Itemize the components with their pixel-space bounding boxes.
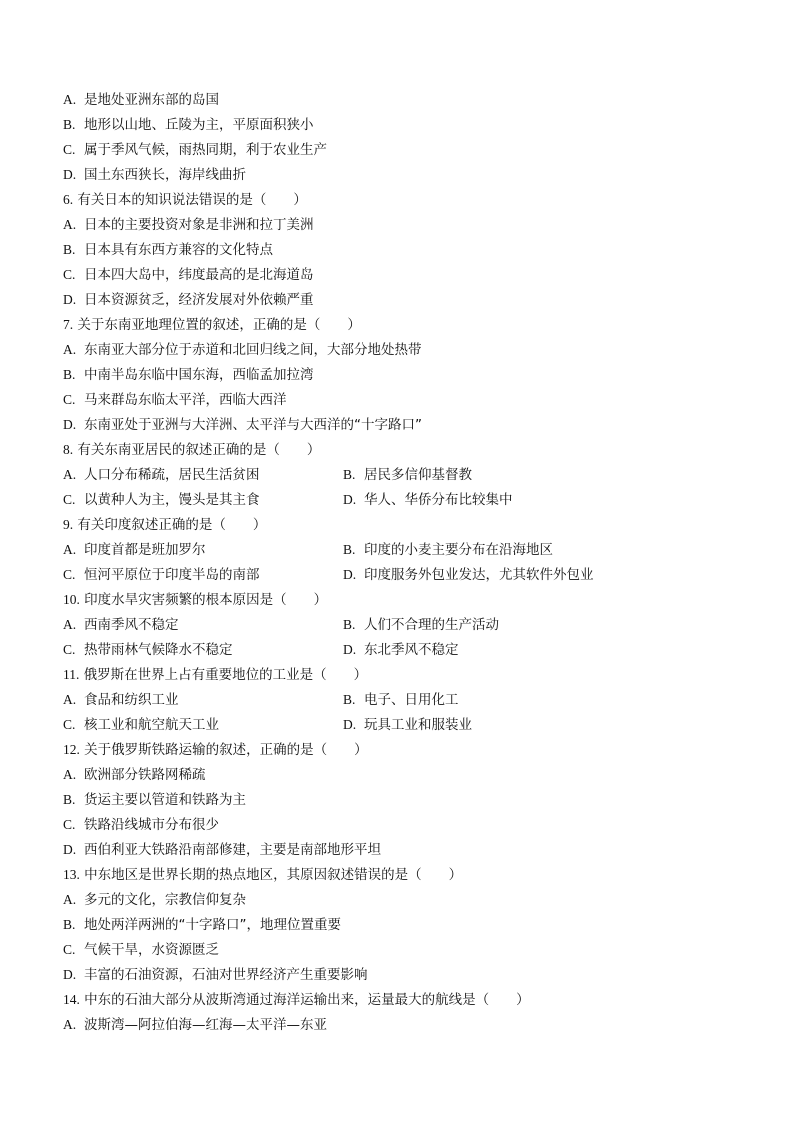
q7-option-c xyxy=(63,387,287,412)
option-letter: C. xyxy=(63,267,76,282)
option-text: 居民多信仰基督教 xyxy=(364,467,472,483)
q8-option-b xyxy=(343,462,472,487)
option-letter: D. xyxy=(63,967,77,982)
option-letter: C. xyxy=(63,392,76,407)
q13-option-d xyxy=(63,962,368,987)
q6-option-b xyxy=(63,237,273,262)
question-text: 关于东南亚地理位置的叙述，正确的是（ ） xyxy=(77,317,361,333)
option-letter: A. xyxy=(63,342,77,357)
option-text: 玩具工业和服装业 xyxy=(364,717,472,733)
q6-option-d xyxy=(63,287,314,312)
option-text: 东南亚大部分位于赤道和北回归线之间，大部分地处热带 xyxy=(84,342,422,358)
option-letter: B. xyxy=(63,242,76,257)
q7-option-b xyxy=(63,362,314,387)
option-text: 日本的主要投资对象是非洲和拉丁美洲 xyxy=(84,217,314,233)
option-letter: D. xyxy=(63,417,77,432)
option-letter: B. xyxy=(343,467,356,482)
option-text: 气候干旱，水资源匮乏 xyxy=(84,942,219,958)
option-text: 西伯利亚大铁路沿南部修建，主要是南部地形平坦 xyxy=(84,842,381,858)
option-text: 国土东西狭长，海岸线曲折 xyxy=(84,167,246,183)
option-text: 是地处亚洲东部的岛国 xyxy=(84,92,219,108)
option-text: 多元的文化，宗教信仰复杂 xyxy=(84,892,246,908)
question-text: 关于俄罗斯铁路运输的叙述，正确的是（ ） xyxy=(84,742,368,758)
question-number: 11. xyxy=(63,667,80,682)
option-text: 铁路沿线城市分布很少 xyxy=(84,817,219,833)
option-text: 地处两洋两洲的“十字路口”，地理位置重要 xyxy=(84,917,341,933)
q9-option-a xyxy=(63,537,206,562)
option-text: 热带雨林气候降水不稳定 xyxy=(84,642,233,658)
option-letter: A. xyxy=(63,467,77,482)
q10-stem xyxy=(63,587,327,612)
question-text: 俄罗斯在世界上占有重要地位的工业是（ ） xyxy=(83,667,368,683)
option-text: 马来群岛东临太平洋，西临大西洋 xyxy=(84,392,287,408)
q7-option-d xyxy=(63,412,422,437)
q12-stem xyxy=(63,737,368,762)
question-text: 中东的石油大部分从波斯湾通过海洋运输出来，运量最大的航线是（ ） xyxy=(84,992,530,1008)
option-letter: D. xyxy=(63,167,77,182)
option-letter: A. xyxy=(63,617,77,632)
q12-option-d xyxy=(63,837,381,862)
option-text: 日本四大岛中，纬度最高的是北海道岛 xyxy=(84,267,314,283)
option-letter: A. xyxy=(63,542,77,557)
q8-option-a xyxy=(63,462,260,487)
q5-option-d xyxy=(63,162,246,187)
q13-option-b xyxy=(63,912,341,937)
question-number: 9. xyxy=(63,517,74,532)
q9-option-d xyxy=(343,562,594,587)
question-number: 13. xyxy=(63,867,80,882)
option-letter: D. xyxy=(343,492,357,507)
option-letter: C. xyxy=(63,717,76,732)
option-letter: A. xyxy=(63,217,77,232)
question-number: 12. xyxy=(63,742,80,757)
option-letter: C. xyxy=(63,492,76,507)
option-letter: B. xyxy=(343,617,356,632)
q8-option-c xyxy=(63,487,260,512)
q5-option-c xyxy=(63,137,327,162)
q11-option-c xyxy=(63,712,219,737)
q8-stem xyxy=(63,437,320,462)
question-number: 8. xyxy=(63,442,74,457)
q11-option-b xyxy=(343,687,459,712)
q10-option-c xyxy=(63,637,233,662)
option-text: 恒河平原位于印度半岛的南部 xyxy=(84,567,260,583)
question-number: 7. xyxy=(63,317,74,332)
q10-option-d xyxy=(343,637,459,662)
q9-option-c xyxy=(63,562,260,587)
option-text: 人们不合理的生产活动 xyxy=(364,617,499,633)
q14-stem xyxy=(63,987,530,1012)
option-text: 以黄种人为主，馒头是其主食 xyxy=(84,492,260,508)
option-letter: D. xyxy=(63,842,77,857)
option-letter: D. xyxy=(343,567,357,582)
q10-option-a xyxy=(63,612,179,637)
option-letter: D. xyxy=(343,642,357,657)
q11-option-d xyxy=(343,712,472,737)
q13-stem xyxy=(63,862,462,887)
question-number: 14. xyxy=(63,992,80,1007)
question-text: 有关东南亚居民的叙述正确的是（ ） xyxy=(77,442,321,458)
option-letter: A. xyxy=(63,767,77,782)
option-letter: A. xyxy=(63,1017,77,1032)
q12-option-a xyxy=(63,762,206,787)
q12-option-c xyxy=(63,812,219,837)
option-letter: C. xyxy=(63,142,76,157)
question-text: 有关印度叙述正确的是（ ） xyxy=(77,517,267,533)
option-letter: B. xyxy=(63,792,76,807)
option-text: 东南亚处于亚洲与大洋洲、太平洋与大西洋的“十字路口” xyxy=(84,417,422,433)
q11-option-a xyxy=(63,687,179,712)
option-text: 波斯湾—阿拉伯海—红海—太平洋—东亚 xyxy=(84,1017,327,1033)
q7-stem xyxy=(63,312,361,337)
question-number: 10. xyxy=(63,592,80,607)
option-letter: C. xyxy=(63,817,76,832)
option-text: 西南季风不稳定 xyxy=(84,617,179,633)
option-letter: A. xyxy=(63,92,77,107)
option-letter: D. xyxy=(343,717,357,732)
q13-option-c xyxy=(63,937,219,962)
q9-option-b xyxy=(343,537,553,562)
option-letter: B. xyxy=(343,692,356,707)
option-text: 华人、华侨分布比较集中 xyxy=(364,492,513,508)
option-letter: D. xyxy=(63,292,77,307)
option-text: 印度服务外包业发达，尤其软件外包业 xyxy=(364,567,594,583)
option-text: 地形以山地、丘陵为主，平原面积狭小 xyxy=(84,117,314,133)
option-letter: A. xyxy=(63,692,77,707)
option-text: 日本资源贫乏，经济发展对外依赖严重 xyxy=(84,292,314,308)
option-text: 欧洲部分铁路网稀疏 xyxy=(84,767,206,783)
option-text: 印度的小麦主要分布在沿海地区 xyxy=(364,542,553,558)
q9-stem xyxy=(63,512,266,537)
option-text: 日本具有东西方兼容的文化特点 xyxy=(84,242,273,258)
q13-option-a xyxy=(63,887,246,912)
question-text: 印度水旱灾害频繁的根本原因是（ ） xyxy=(84,592,328,608)
option-text: 东北季风不稳定 xyxy=(364,642,459,658)
option-text: 货运主要以管道和铁路为主 xyxy=(84,792,246,808)
q6-stem xyxy=(63,187,307,212)
q12-option-b xyxy=(63,787,246,812)
q5-option-b xyxy=(63,112,314,137)
option-letter: B. xyxy=(63,367,76,382)
option-text: 属于季风气候，雨热同期，利于农业生产 xyxy=(84,142,327,158)
option-text: 丰富的石油资源，石油对世界经济产生重要影响 xyxy=(84,967,368,983)
option-text: 印度首都是班加罗尔 xyxy=(84,542,206,558)
q11-stem xyxy=(63,662,367,687)
option-letter: C. xyxy=(63,642,76,657)
question-text: 中东地区是世界长期的热点地区，其原因叙述错误的是（ ） xyxy=(84,867,463,883)
q8-option-d xyxy=(343,487,513,512)
option-letter: C. xyxy=(63,567,76,582)
q7-option-a xyxy=(63,337,422,362)
option-text: 人口分布稀疏，居民生活贫困 xyxy=(84,467,260,483)
q10-option-b xyxy=(343,612,499,637)
option-letter: A. xyxy=(63,892,77,907)
option-text: 食品和纺织工业 xyxy=(84,692,179,708)
q5-option-a xyxy=(63,87,219,112)
option-letter: B. xyxy=(343,542,356,557)
option-text: 中南半岛东临中国东海，西临孟加拉湾 xyxy=(84,367,314,383)
q6-option-c xyxy=(63,262,314,287)
option-letter: B. xyxy=(63,117,76,132)
q6-option-a xyxy=(63,212,314,237)
option-letter: B. xyxy=(63,917,76,932)
q14-option-a xyxy=(63,1012,327,1037)
option-text: 核工业和航空航天工业 xyxy=(84,717,219,733)
question-text: 有关日本的知识说法错误的是（ ） xyxy=(77,192,307,208)
question-number: 6. xyxy=(63,192,74,207)
option-letter: C. xyxy=(63,942,76,957)
option-text: 电子、日用化工 xyxy=(364,692,459,708)
